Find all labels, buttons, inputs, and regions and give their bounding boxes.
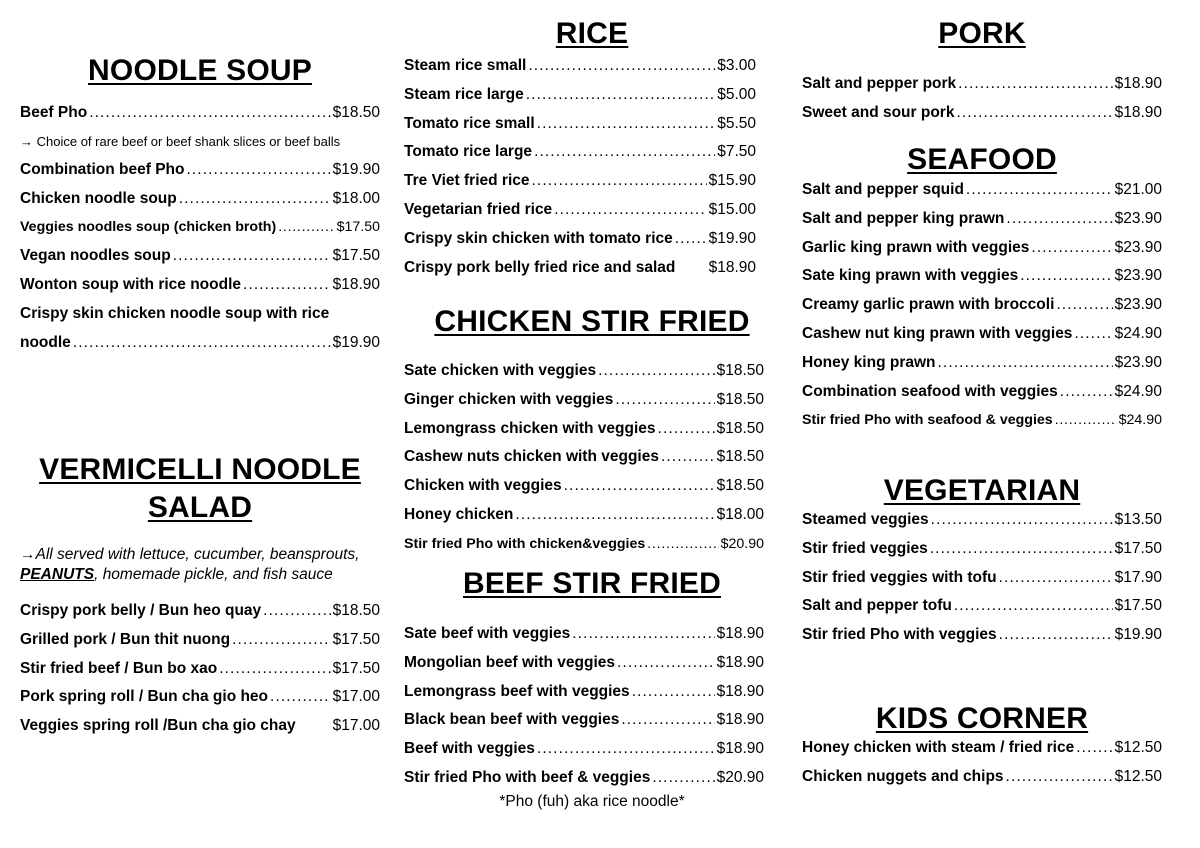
item-price: $7.50: [717, 143, 756, 161]
section-vegetarian: [802, 472, 1162, 650]
item-name: Crispy pork belly fried rice and salad: [404, 258, 676, 276]
section-beef-stir-fried: [404, 565, 764, 811]
menu-item: [20, 626, 380, 655]
dot-leader: [617, 649, 715, 678]
dot-leader: [534, 138, 715, 167]
dot-leader: [1031, 234, 1112, 263]
item-price: $24.90: [1118, 412, 1162, 429]
item-name: Cashew nuts chicken with veggies: [404, 448, 659, 466]
dot-leader: [647, 530, 718, 559]
item-price: $18.50: [716, 477, 764, 495]
item-price: $17.50: [1114, 539, 1162, 557]
menu-item: [20, 329, 380, 358]
menu-item: [20, 655, 380, 684]
dot-leader: [658, 415, 715, 444]
menu-item: [404, 110, 756, 139]
dot-leader: [675, 225, 707, 254]
item-name: Chicken nuggets and chips: [802, 767, 1004, 785]
item-price: $12.50: [1114, 767, 1162, 785]
dot-leader: [632, 678, 715, 707]
menu-item: [802, 176, 1162, 205]
item-name: Grilled pork / Bun thit nuong: [20, 630, 231, 648]
menu-item: [404, 386, 764, 415]
item-price: $17.00: [332, 717, 380, 735]
dot-leader: [243, 271, 331, 300]
dot-leader: [554, 196, 706, 225]
item-price: $21.00: [1114, 181, 1162, 198]
section-heading: BEEF STIR FRIED: [462, 567, 721, 600]
item-name: Crispy pork belly / Bun heo quay: [20, 602, 262, 619]
item-price: $18.90: [1114, 75, 1162, 92]
menu-item: [404, 415, 764, 444]
menu-list: [404, 357, 764, 559]
section-vermicelli: [20, 451, 392, 741]
dot-leader: [1020, 262, 1112, 291]
item-price: $17.50: [332, 659, 380, 677]
menu-list: [802, 734, 1162, 792]
served-with-note: →All served with lettuce, cucumber, beansprouts, PEANUTS, homemade pickle, and fish sauce: [20, 546, 360, 583]
menu-item: [802, 205, 1162, 234]
dot-leader: [270, 683, 331, 712]
menu-item: [20, 185, 380, 214]
menu-item: [802, 506, 1162, 535]
menu-item: [802, 378, 1162, 407]
menu-item: [802, 734, 1162, 763]
dot-leader: [537, 735, 715, 764]
item-price: $18.50: [716, 362, 764, 379]
menu-item: [802, 262, 1162, 291]
menu-list: [802, 506, 1162, 650]
section-heading: CHICKEN STIR FRIED: [434, 305, 750, 338]
dot-leader: [232, 626, 330, 655]
menu-item: [404, 678, 764, 707]
menu-item: [404, 52, 756, 81]
item-price: $18.50: [716, 448, 764, 466]
item-name: Steam rice large: [404, 85, 524, 103]
item-name: Veggies noodles soup (chicken broth): [20, 219, 277, 236]
menu-list: [802, 176, 1162, 435]
item-price: $18.50: [716, 390, 764, 408]
menu-item: [802, 349, 1162, 378]
item-price: $18.90: [716, 682, 764, 700]
dot-leader: [1074, 320, 1112, 349]
dot-leader: [564, 472, 715, 501]
item-price: $18.90: [716, 625, 764, 642]
section-heading: VEGETARIAN: [883, 474, 1081, 507]
menu-item: [404, 138, 756, 167]
menu-item: [404, 167, 756, 196]
item-price: $23.90: [1114, 267, 1162, 285]
item-price: $18.00: [716, 505, 764, 523]
allergen-warning: PEANUTS: [20, 566, 95, 583]
item-name: Honey chicken with steam / fried rice: [802, 739, 1075, 756]
section-pork: [802, 15, 1162, 128]
menu-item: [802, 564, 1162, 593]
menu-item: [404, 620, 764, 649]
item-name: Stir fried Pho with veggies: [802, 626, 997, 644]
item-price: $15.00: [708, 200, 756, 218]
menu-item: [404, 735, 764, 764]
item-name: Salt and pepper king prawn: [802, 209, 1005, 227]
dot-leader: [958, 70, 1112, 99]
item-price: $18.90: [716, 740, 764, 758]
menu-item: [404, 472, 764, 501]
item-price: $12.50: [1114, 739, 1162, 756]
dot-leader: [1006, 205, 1112, 234]
item-price: $20.90: [716, 768, 764, 786]
item-name: Vegetarian fried rice: [404, 200, 553, 218]
item-name: Stir fried Pho with seafood & veggies: [802, 412, 1053, 429]
item-name: Ginger chicken with veggies: [404, 390, 614, 408]
item-price: $17.50: [336, 219, 380, 236]
dot-leader: [999, 621, 1113, 650]
item-price: $17.50: [1114, 597, 1162, 615]
dot-leader: [1076, 734, 1112, 763]
item-note: → Choice of rare beef or beef shank slices or beef balls: [20, 133, 341, 149]
item-price: $18.00: [332, 189, 380, 207]
item-name: Tomato rice large: [404, 143, 533, 161]
item-name: noodle: [20, 333, 71, 351]
item-name: Beef Pho: [20, 104, 88, 121]
dot-leader: [598, 357, 714, 386]
dot-leader: [179, 185, 331, 214]
menu-item: [404, 530, 764, 559]
menu-item: [20, 271, 380, 300]
item-price: $17.50: [332, 630, 380, 648]
dot-leader: [652, 764, 714, 793]
menu-list: [404, 620, 764, 793]
menu-item: [802, 621, 1162, 650]
item-price: $24.90: [1114, 324, 1162, 342]
section-kids-corner: [802, 700, 1162, 792]
item-name: Combination seafood with veggies: [802, 382, 1058, 400]
section-heading: RICE: [555, 17, 629, 50]
item-price: $17.50: [332, 247, 380, 265]
menu-item: [20, 597, 380, 626]
item-name: Garlic king prawn with veggies: [802, 238, 1030, 256]
menu-item: [404, 196, 756, 225]
section-heading: NOODLE SOUP: [88, 54, 312, 87]
dot-leader: [999, 564, 1113, 593]
menu-item: [404, 649, 764, 678]
item-name: Salt and pepper tofu: [802, 597, 952, 615]
section-rice: [404, 15, 764, 282]
item-price: $18.50: [332, 602, 380, 619]
dot-leader: [89, 99, 330, 128]
menu-item: [404, 225, 756, 254]
item-name: Crispy skin chicken noodle soup with rice: [20, 304, 330, 322]
dot-leader: [532, 167, 707, 196]
item-price: $24.90: [1114, 382, 1162, 400]
menu-list: [404, 52, 756, 282]
item-name: Salt and pepper pork: [802, 75, 957, 92]
item-name: Chicken noodle soup: [20, 189, 177, 207]
item-price: $17.00: [332, 688, 380, 706]
menu-item-continued: [20, 300, 380, 329]
dot-leader: [1056, 291, 1112, 320]
section-chicken-stir-fried: [404, 303, 764, 559]
item-name: Wonton soup with rice noodle: [20, 275, 242, 293]
menu-item: [802, 592, 1162, 621]
item-price: $18.50: [332, 104, 380, 121]
dot-leader: [537, 110, 716, 139]
menu-item: [802, 291, 1162, 320]
menu-item: [20, 156, 380, 185]
dot-leader: [956, 99, 1112, 128]
item-name: Honey king prawn: [802, 353, 936, 371]
item-price: $18.90: [1114, 103, 1162, 121]
menu-item: [802, 99, 1162, 128]
dot-leader: [263, 597, 330, 626]
item-name: Stir fried veggies: [802, 539, 928, 557]
pho-footnote: *Pho (fuh) aka rice noodle*: [499, 792, 685, 810]
menu-list: [20, 597, 380, 741]
dot-leader: [278, 213, 334, 242]
section-noodle-soup: [20, 52, 380, 357]
item-name: Pork spring roll / Bun cha gio heo: [20, 688, 269, 706]
item-name: Sate chicken with veggies: [404, 362, 597, 379]
item-price: $18.50: [716, 419, 764, 437]
dot-leader: [621, 706, 714, 735]
item-price: $13.50: [1114, 511, 1162, 528]
item-price: $17.90: [1114, 568, 1162, 586]
item-name: Sweet and sour pork: [802, 103, 955, 121]
item-name: Lemongrass beef with veggies: [404, 682, 630, 700]
menu-item: [20, 683, 380, 712]
item-name: Sate beef with veggies: [404, 625, 571, 642]
dot-leader: [938, 349, 1113, 378]
dot-leader: [73, 329, 331, 358]
dot-leader: [954, 592, 1113, 621]
item-price: $19.90: [708, 229, 756, 247]
item-price: $5.50: [717, 114, 756, 132]
dot-leader: [173, 242, 331, 271]
item-price: $19.90: [332, 333, 380, 351]
menu-list: [802, 70, 1162, 128]
item-price: $20.90: [720, 535, 764, 552]
dot-leader: [1060, 378, 1113, 407]
menu-item: [404, 764, 764, 793]
heading-line: VERMICELLI NOODLE: [39, 453, 361, 486]
item-price: $23.90: [1114, 296, 1162, 314]
dot-leader: [526, 81, 715, 110]
menu-item: [802, 320, 1162, 349]
item-price: $23.90: [1114, 353, 1162, 371]
menu-list: [20, 99, 380, 357]
menu-item: [802, 406, 1162, 435]
menu-item: [802, 535, 1162, 564]
item-name: Tre Viet fried rice: [404, 172, 530, 190]
section-heading: [20, 451, 392, 527]
item-price: $19.90: [332, 160, 380, 178]
section-heading: KIDS CORNER: [875, 702, 1089, 735]
item-price: $3.00: [717, 57, 756, 74]
menu-item: [404, 706, 764, 735]
item-name: Cashew nut king prawn with veggies: [802, 324, 1073, 342]
dot-leader: [186, 156, 330, 185]
menu-item: [404, 501, 764, 530]
item-price: $18.90: [332, 275, 380, 293]
item-name: Stir fried veggies with tofu: [802, 568, 997, 586]
menu-item: [802, 234, 1162, 263]
item-name: Tomato rice small: [404, 114, 535, 132]
menu-item: [20, 99, 380, 128]
menu-item: [404, 81, 756, 110]
item-price: $18.90: [708, 258, 756, 276]
dot-leader: [219, 655, 330, 684]
item-name: Chicken with veggies: [404, 477, 562, 495]
item-name: Crispy skin chicken with tomato rice: [404, 229, 673, 247]
dot-leader: [572, 620, 714, 649]
dot-leader: [528, 52, 715, 81]
item-price: $18.90: [716, 711, 764, 729]
menu-item: [802, 763, 1162, 792]
item-name: Creamy garlic prawn with broccoli: [802, 296, 1055, 314]
item-price: $23.90: [1114, 238, 1162, 256]
item-name: Salt and pepper squid: [802, 181, 964, 198]
item-name: Black bean beef with veggies: [404, 711, 620, 729]
dot-leader: [931, 506, 1113, 535]
menu-item: [802, 70, 1162, 99]
dot-leader: [615, 386, 714, 415]
dot-leader: [930, 535, 1113, 564]
item-name: Stir fried Pho with beef & veggies: [404, 768, 651, 786]
item-name: Sate king prawn with veggies: [802, 267, 1019, 285]
item-price: $5.00: [717, 85, 756, 103]
item-name: Stir fried beef / Bun bo xao: [20, 659, 218, 677]
menu-item: [20, 712, 380, 741]
dot-leader: [515, 501, 714, 530]
item-name: Veggies spring roll /Bun cha gio chay: [20, 717, 296, 735]
item-name: Vegan noodles soup: [20, 247, 171, 265]
item-name: Steam rice small: [404, 57, 527, 74]
menu-item: [404, 443, 764, 472]
menu-item: [404, 254, 756, 283]
menu-item: [20, 242, 380, 271]
dot-leader: [1006, 763, 1113, 792]
item-name: Combination beef Pho: [20, 160, 185, 178]
heading-line: SALAD: [147, 491, 253, 524]
dot-leader: [661, 443, 715, 472]
menu-item: [404, 357, 764, 386]
item-price: $15.90: [708, 172, 756, 190]
dot-leader: [966, 176, 1113, 205]
item-name: Beef with veggies: [404, 740, 535, 758]
section-heading: SEAFOOD: [907, 143, 1057, 176]
item-price: $23.90: [1114, 209, 1162, 227]
item-name: Steamed veggies: [802, 511, 929, 528]
item-price: $18.90: [716, 653, 764, 671]
item-name: Mongolian beef with veggies: [404, 653, 615, 671]
item-price: $19.90: [1114, 626, 1162, 644]
item-name: Lemongrass chicken with veggies: [404, 419, 656, 437]
section-seafood: [802, 141, 1162, 435]
item-name: Stir fried Pho with chicken&veggies: [404, 535, 646, 552]
menu-item: [20, 213, 380, 242]
section-heading: PORK: [938, 17, 1026, 50]
dot-leader: [1055, 406, 1117, 435]
item-name: Honey chicken: [404, 505, 514, 523]
